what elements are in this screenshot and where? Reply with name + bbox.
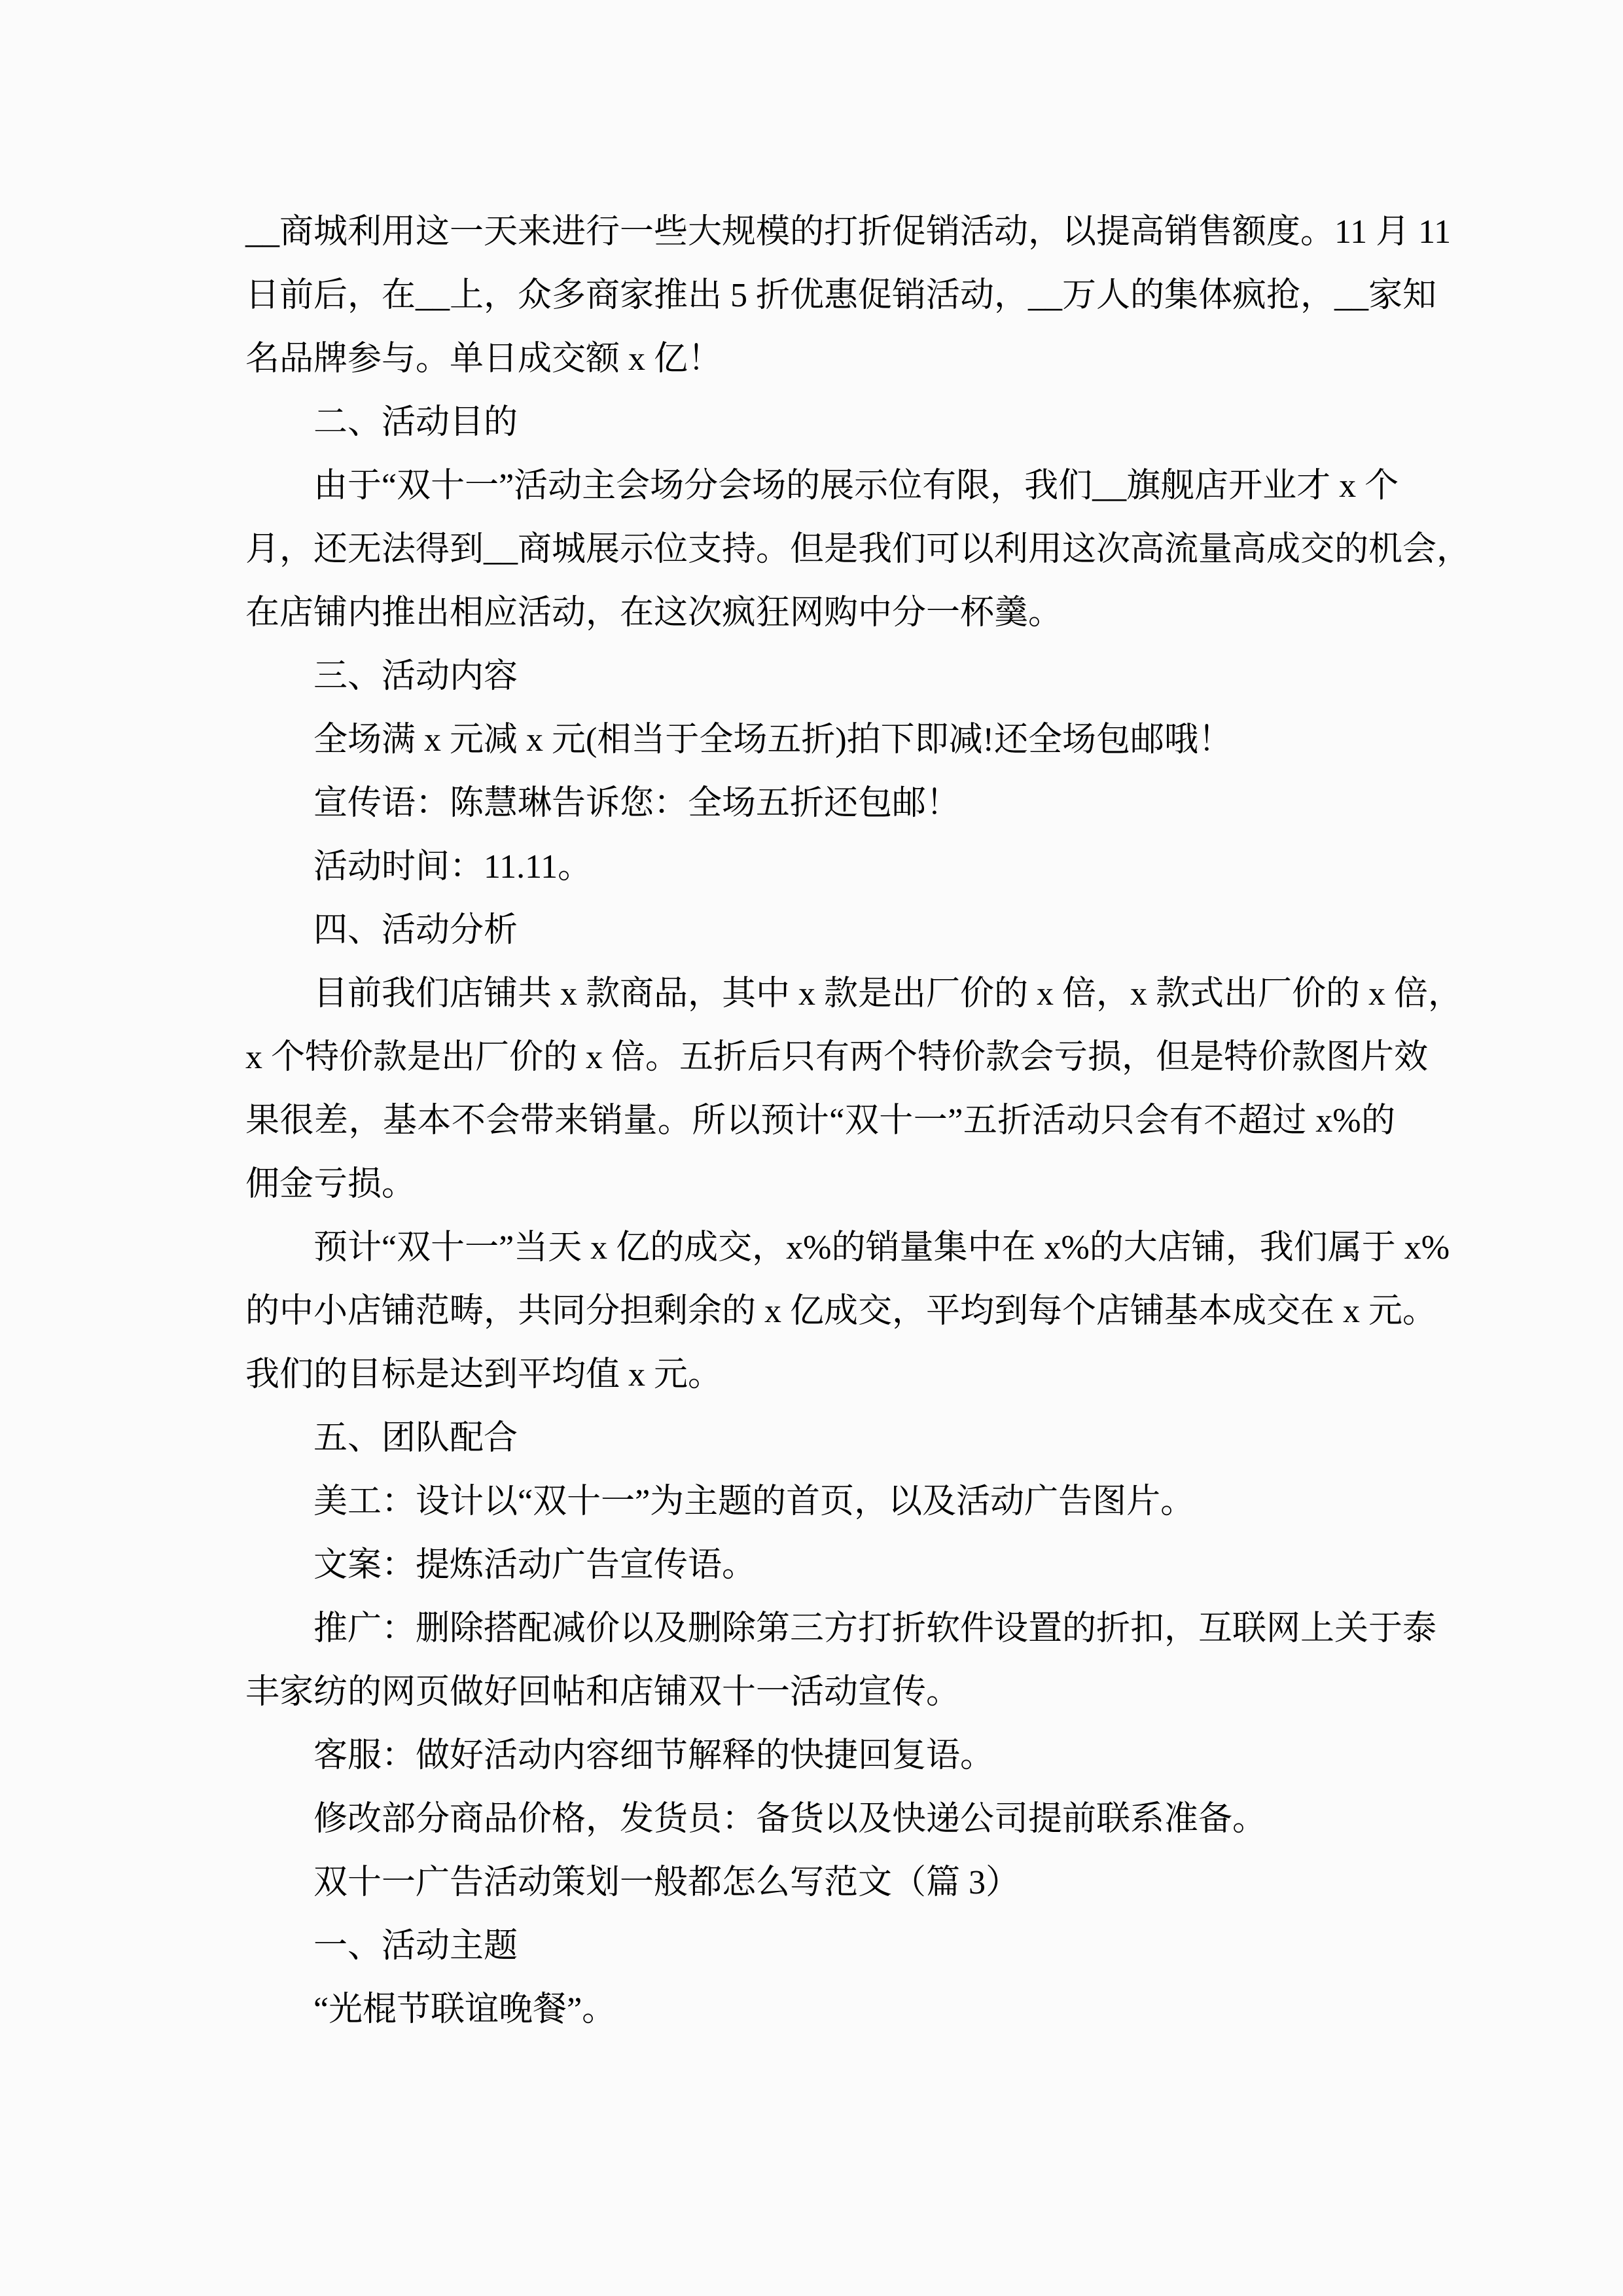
- text-line: 双十一广告活动策划一般都怎么写范文（篇 3）: [313, 1864, 1020, 1901]
- text-line: 由于“双十一”活动主会场分会场的展示位有限，我们__旗舰店开业才 x 个: [313, 467, 1399, 505]
- text-block: [245, 200, 1471, 2041]
- text-line: 我们的目标是达到平均值 x 元。: [245, 1356, 722, 1393]
- text-line: 修改部分商品价格，发货员：备货以及快递公司提前联系准备。: [313, 1801, 1267, 1838]
- text-line: __商城利用这一天来进行一些大规模的打折促销活动，以提高销售额度。11 月 11: [245, 213, 1452, 251]
- text-line: 二、活动目的: [313, 404, 518, 441]
- text-line: 的中小店铺范畴，共同分担剩余的 x 亿成交，平均到每个店铺基本成交在 x 元。: [245, 1293, 1437, 1330]
- text-line: 目前我们店铺共 x 款商品，其中 x 款是出厂价的 x 倍，x 款式出厂价的 x 倍，: [313, 975, 1463, 1013]
- text-line: 名品牌参与。单日成交额 x 亿！: [245, 340, 722, 378]
- text-line: 宣传语：陈慧琳告诉您：全场五折还包邮！: [313, 785, 961, 822]
- text-line: 丰家纺的网页做好回帖和店铺双十一活动宣传。: [245, 1674, 961, 1711]
- text-line: 佣金亏损。: [245, 1166, 416, 1203]
- text-line: 客服：做好活动内容细节解释的快捷回复语。: [313, 1737, 995, 1774]
- text-line: 在店铺内推出相应活动，在这次疯狂网购中分一杯羹。: [245, 594, 1063, 632]
- text-line: 文案：提炼活动广告宣传语。: [313, 1547, 757, 1584]
- text-line: “光棍节联谊晚餐”。: [313, 1991, 616, 2028]
- text-line: 五、团队配合: [313, 1420, 518, 1457]
- text-line: 全场满 x 元减 x 元(相当于全场五折)拍下即减!还全场包邮哦！: [313, 721, 1232, 759]
- text-line: 三、活动内容: [313, 658, 518, 695]
- text-line: 月，还无法得到__商城展示位支持。但是我们可以利用这次高流量高成交的机会，: [245, 531, 1471, 568]
- text-line: 一、活动主题: [313, 1928, 518, 1965]
- text-line: 美工：设计以“双十一”为主题的首页，以及活动广告图片。: [313, 1483, 1195, 1520]
- text-line: 推广：删除搭配减价以及删除第三方打折软件设置的折扣，互联网上关于泰: [313, 1610, 1437, 1647]
- text-line: 果很差，基本不会带来销量。所以预计“双十一”五折活动只会有不超过 x%的: [245, 1102, 1395, 1139]
- text-line: 预计“双十一”当天 x 亿的成交，x%的销量集中在 x%的大店铺，我们属于 x%: [313, 1229, 1450, 1266]
- text-line: 活动时间：11.11。: [313, 848, 592, 886]
- text-line: 日前后，在__上，众多商家推出 5 折优惠促销活动，__万人的集体疯抢，__家知: [245, 277, 1437, 314]
- text-line: 四、活动分析: [313, 912, 518, 949]
- text-line: x 个特价款是出厂价的 x 倍。五折后只有两个特价款会亏损，但是特价款图片效: [245, 1039, 1429, 1076]
